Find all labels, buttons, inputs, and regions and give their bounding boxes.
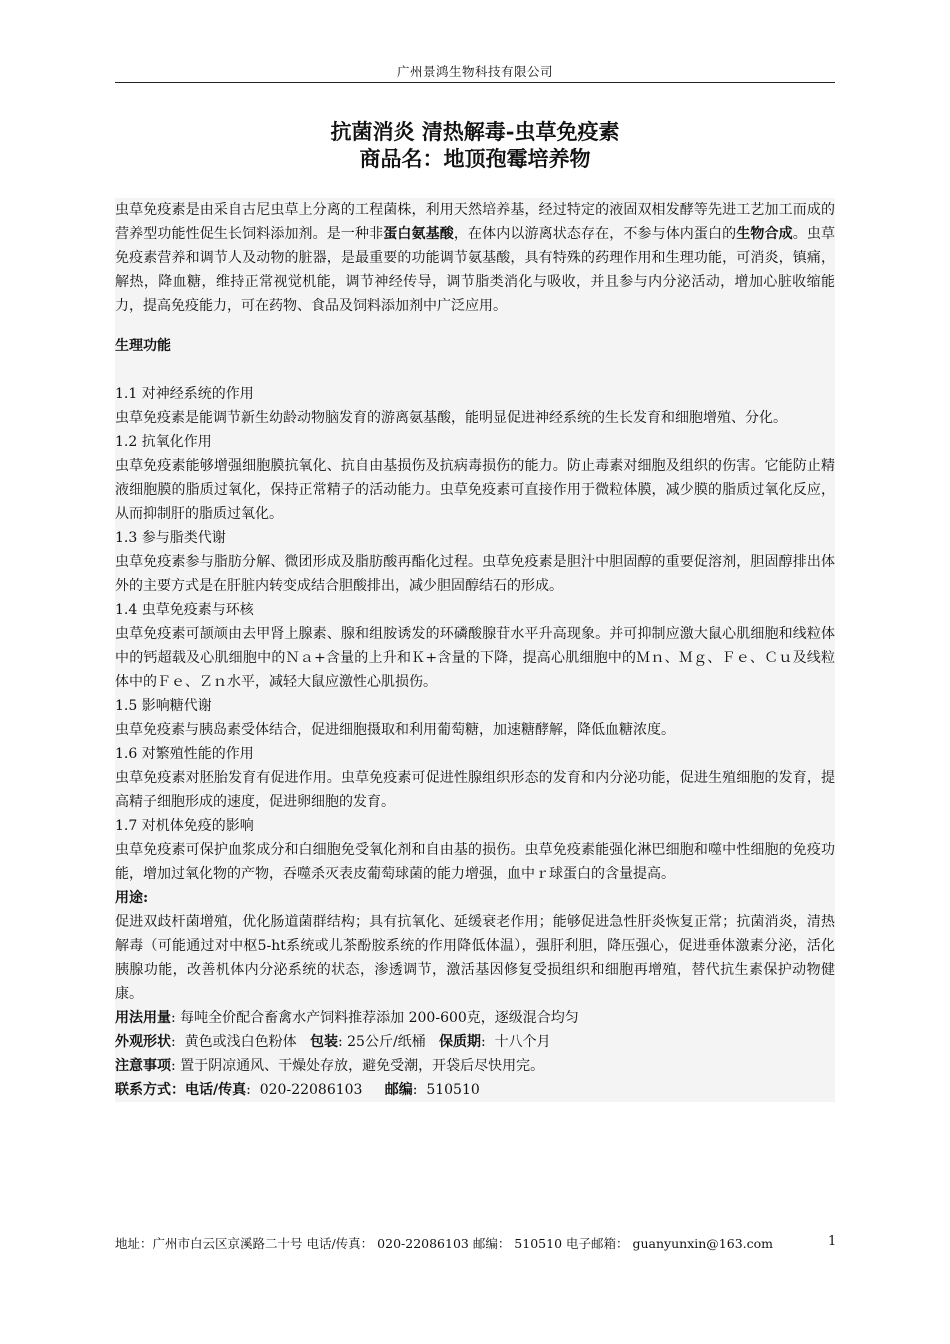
shelf-life-label: 保质期 <box>439 1034 482 1050</box>
intro-text-1: 虫草免疫素是由采自古尼虫草上分离的工程菌株，利用天然培养基，经过特定的液固双相发酵等先进工艺加工而成的营养型功能性促生长饲料添加剂。是一种非 <box>115 202 835 242</box>
usage-text: 促进双歧杆菌增殖，优化肠道菌群结构；具有抗氧化、延缓衰老作用；能够促进急性肝炎恢复正常；抗菌消炎，清热解毒（可能通过对中枢5-ht系统或儿茶酚胺系统的作用降低体温），强肝利胆，降压强心，促进垂体激素分泌，活化胰腺功能，改善机体内分泌系统的状态，渗透调节，激活基因修复受损组织和细胞再增殖，替代抗生素保护动物健康。 <box>115 914 835 1002</box>
contact-label: 联系方式：电话/传真 <box>115 1082 247 1098</box>
title-line-1: 抗菌消炎 清热解毒-虫草免疫素 <box>330 119 620 144</box>
dosage-text: : 每吨全价配合畜禽水产饲料推荐添加 200-600克，逐级混合均匀 <box>171 1010 579 1026</box>
title-line-2: 商品名：地顶孢霉培养物 <box>359 146 591 171</box>
subsection-text: 虫草免疫素可颉颃由去甲肾上腺素、腺和组胺诱发的环磷酸腺苷水平升高现象。并可抑制应激大鼠心肌细胞和线粒体中的钙超载及心肌细胞中的Ｎａ+含量的上升和Ｋ+含量的下降，提高心肌细胞中的Ｍｎ、Ｍｇ、Ｆｅ、Ｃｕ及线粒体中的Ｆｅ、Ｚｎ水平，减轻大鼠应激性心肌损伤。 <box>115 626 835 690</box>
document-title <box>115 118 835 172</box>
intro-paragraph <box>115 198 835 318</box>
page-number: 1 <box>828 1234 837 1249</box>
usage-label: 用途: <box>115 890 149 906</box>
zip-text: : 510510 <box>412 1082 480 1098</box>
intro-bold-1: 蛋白氨基酸 <box>383 226 454 242</box>
page-header: 广州景鸿生物科技有限公司 <box>396 64 553 79</box>
notes-line <box>115 1054 835 1078</box>
subsection-title: 1.3 参与脂类代谢 <box>115 530 226 546</box>
dosage-label: 用法用量 <box>115 1010 171 1026</box>
packaging-label: 包装 <box>309 1034 338 1050</box>
appearance-line <box>115 1030 835 1054</box>
subsection-title: 1.1 对神经系统的作用 <box>115 386 254 402</box>
packaging-text: : 25公斤/纸桶 <box>337 1034 440 1050</box>
contact-line <box>115 1078 835 1102</box>
notes-text: : 置于阴凉通风、干燥处存放，避免受潮，开袋后尽快用完。 <box>171 1058 545 1074</box>
subsection-title: 1.2 抗氧化作用 <box>115 434 212 450</box>
appearance-label: 外观形状 <box>115 1034 171 1050</box>
document-body <box>115 198 835 1102</box>
subsection-text: 虫草免疫素对胚胎发育有促进作用。虫草免疫素可促进性腺组织形态的发育和内分泌功能，促进生殖细胞的发育，提高精子细胞形成的速度，促进卵细胞的发育。 <box>115 770 835 810</box>
subsection-text: 虫草免疫素是能调节新生幼龄动物脑发育的游离氨基酸，能明显促进神经系统的生长发育和细胞增殖、分化。 <box>115 410 787 426</box>
subsection-text: 虫草免疫素与胰岛素受体结合，促进细胞摄取和利用葡萄糖，加速糖酵解，降低血糖浓度。 <box>115 722 675 738</box>
intro-text-2: ，在体内以游离状态存在，不参与体内蛋白的 <box>453 226 737 242</box>
section-heading-physiology: 生理功能 <box>115 338 171 354</box>
header-divider <box>115 82 835 83</box>
dosage-line <box>115 1006 835 1030</box>
subsection-text: 虫草免疫素能够增强细胞膜抗氧化、抗自由基损伤及抗病毒损伤的能力。防止毒素对细胞及组织的伤害。它能防止精液细胞膜的脂质过氧化，保持正常精子的活动能力。虫草免疫素可直接作用于微粒体膜，减少膜的脂质过氧化反应，从而抑制肝的脂质过氧化。 <box>115 458 835 522</box>
intro-text-3: 。虫草免疫素营养和调节人及动物的脏器，是最重要的功能调节氨基酸，具有特殊的药理作用和生理功能，可消炎，镇痛，解热，降血糖，维持正常视觉机能，调节神经传导，调节脂类消化与吸收，并且参与内分泌活动，增加心脏收缩能力，提高免疫能力，可在药物、食品及饲料添加剂中广泛应用。 <box>115 226 836 314</box>
subsection-title: 1.5 影响糖代谢 <box>115 698 212 714</box>
notes-label: 注意事项 <box>115 1058 171 1074</box>
page-footer: 地址：广州市白云区京溪路二十号 电话/传真： 020-22086103 邮编： 510510 电子邮箱： guanyunxin@163.com <box>115 1236 774 1251</box>
subsection-title: 1.4 虫草免疫素与环核 <box>115 602 254 618</box>
subsection-text: 虫草免疫素可保护血浆成分和白细胞免受氧化剂和自由基的损伤。虫草免疫素能强化淋巴细胞和噬中性细胞的免疫功能，增加过氧化物的产物，吞噬杀灭表皮葡萄球菌的能力增强，血中ｒ球蛋白的含量提高。 <box>115 842 835 882</box>
subsection-title: 1.7 对机体免疫的影响 <box>115 818 254 834</box>
zip-label: 邮编 <box>384 1082 413 1098</box>
shelf-life-text: : 十八个月 <box>481 1034 551 1050</box>
subsection-title: 1.6 对繁殖性能的作用 <box>115 746 254 762</box>
physiology-list <box>115 382 835 886</box>
appearance-text: : 黄色或浅白色粉体 <box>171 1034 310 1050</box>
intro-bold-2: 生物合成 <box>736 226 793 242</box>
contact-phone: : 020-22086103 <box>246 1082 385 1098</box>
subsection-text: 虫草免疫素参与脂肪分解、微团形成及脂肪酸再酯化过程。虫草免疫素是胆汁中胆固醇的重要促溶剂，胆固醇排出体外的主要方式是在肝脏内转变成结合胆酸排出，减少胆固醇结石的形成。 <box>115 554 835 594</box>
